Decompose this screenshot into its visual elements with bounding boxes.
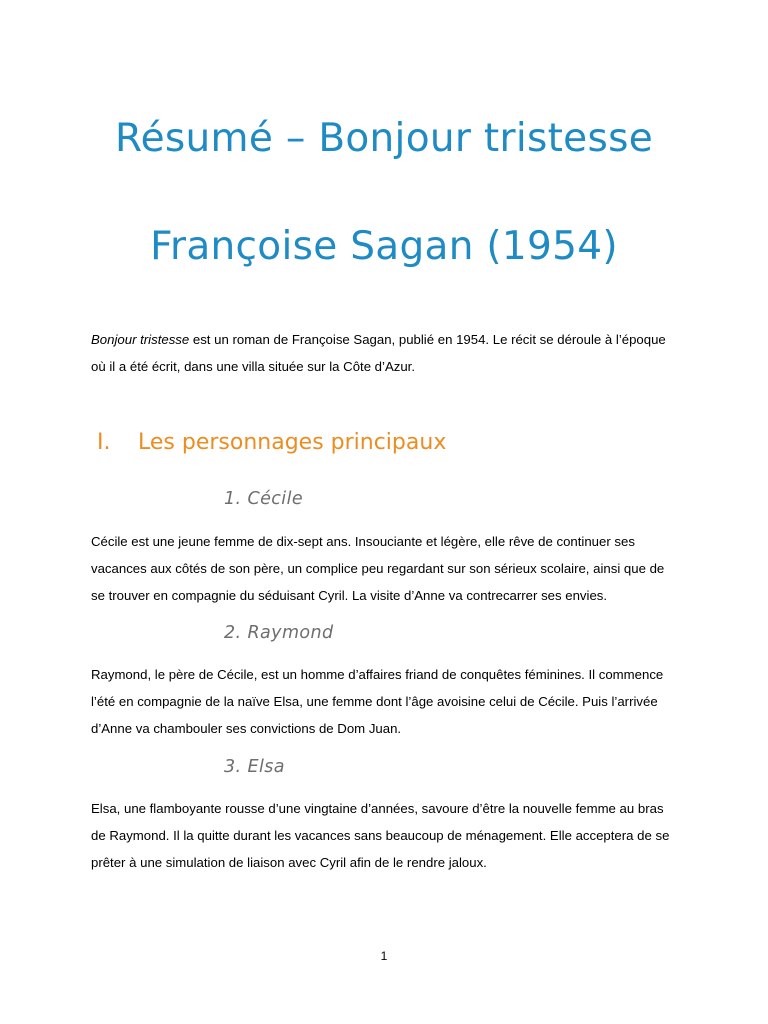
intro-text: est un roman de Françoise Sagan, publié en 1954. Le récit se déroule à l’époque où il a été écrit, dans une villa située sur la Côte d’Azur. <box>91 332 666 374</box>
character-description-raymond: Raymond, le père de Cécile, est un homme d’affaires friand de conquêtes féminines. Il commence l’été en compagnie de la naïve Elsa, une femme dont l’âge avoisine celui de Cécile. Puis l’arrivée d’Anne va chambouler ses convictions de Dom Juan. <box>91 667 664 736</box>
document-title-line-1: Résumé – Bonjour tristesse <box>114 116 654 161</box>
character-description-elsa: Elsa, une flamboyante rousse d’une vingtaine d’années, savoure d’être la nouvelle femme au bras de Raymond. Il la quitte durant les vacances sans beaucoup de ménagement. Elle acceptera de se prêter à une simulation de liaison avec Cyril afin de le rendre jaloux. <box>91 801 670 870</box>
section-number: I. <box>97 430 111 455</box>
character-name: Cécile <box>247 489 303 509</box>
character-name: Raymond <box>247 623 334 643</box>
character-heading-cecile <box>224 489 303 509</box>
character-number: 1. <box>224 489 242 509</box>
character-number: 3. <box>224 757 242 777</box>
character-number: 2. <box>224 623 242 643</box>
character-heading-elsa <box>224 757 285 777</box>
document-title-line-2: Françoise Sagan (1954) <box>150 224 618 269</box>
character-heading-raymond <box>224 623 334 643</box>
intro-book-title: Bonjour tristesse <box>91 332 190 347</box>
section-title: Les personnages principaux <box>138 430 447 455</box>
character-name: Elsa <box>247 757 285 777</box>
character-description-cecile: Cécile est une jeune femme de dix-sept ans. Insouciante et légère, elle rêve de continuer ses vacances aux côtés de son père, un complice peu regardant sur son sérieux scolaire, ainsi que de se trouver en compagnie du séduisant Cyril. La visite d’Anne va contrecarrer ses envies. <box>91 534 665 603</box>
intro-paragraph <box>91 326 681 380</box>
section-heading <box>97 430 446 455</box>
page-number: 1 <box>380 949 388 963</box>
